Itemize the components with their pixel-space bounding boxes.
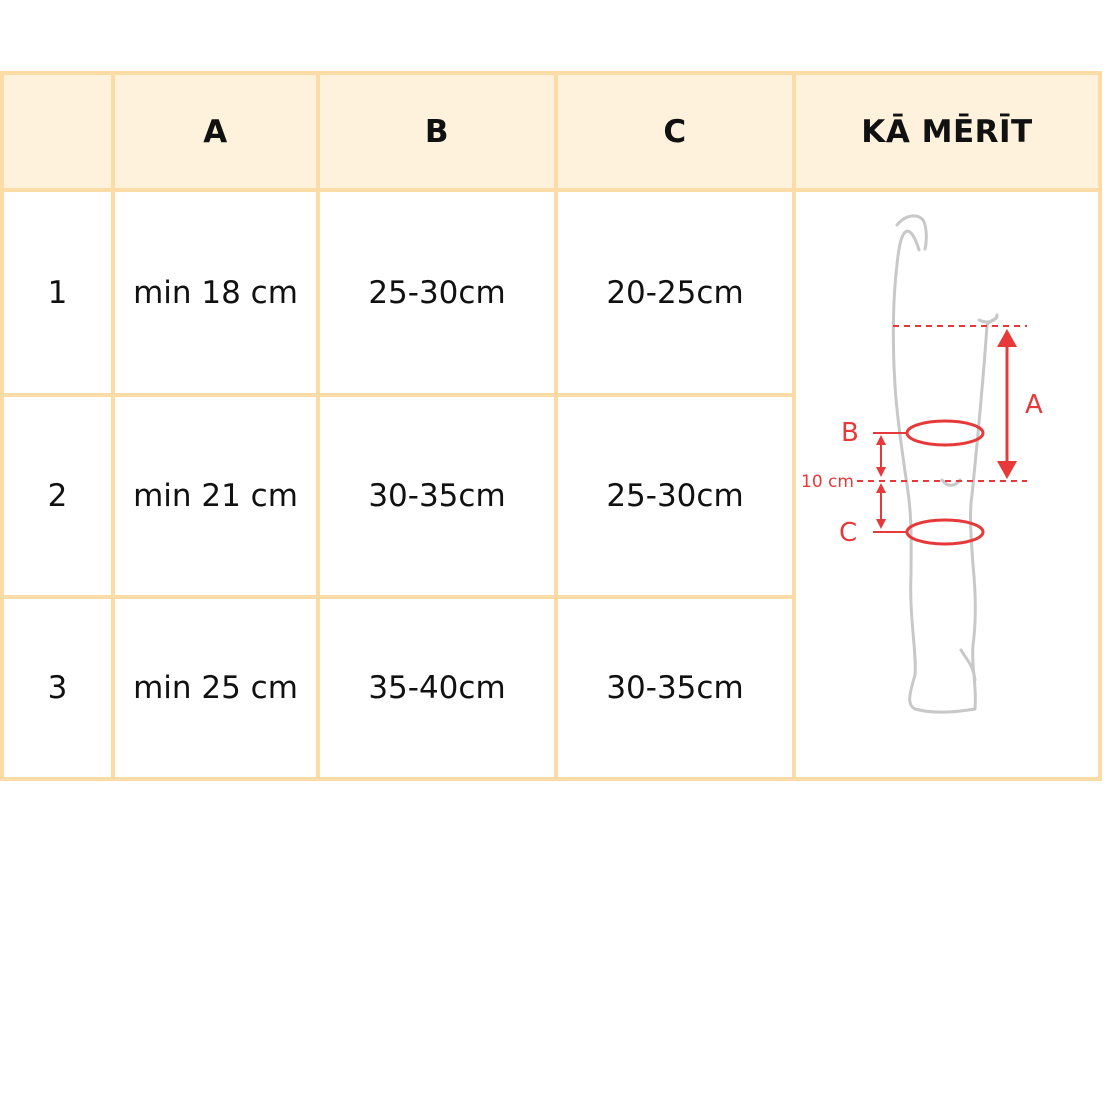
label-10cm: 10 cm: [801, 471, 854, 492]
a-cell: min 25 cm: [113, 597, 318, 779]
header-cell-how-to-measure: KĀ MĒRĪT: [794, 73, 1100, 190]
a-cell: min 18 cm: [113, 190, 318, 395]
label-c: C: [839, 517, 858, 548]
label-b: B: [841, 417, 859, 448]
table-row: [2, 190, 1100, 395]
c-cell: 25-30cm: [556, 395, 794, 597]
size-cell: 2: [2, 395, 113, 597]
c-cell: 20-25cm: [556, 190, 794, 395]
b-cell: 30-35cm: [318, 395, 556, 597]
a-arrow: [997, 329, 1017, 479]
header-cell-size: [2, 73, 113, 190]
circumference-b-ring: [907, 421, 983, 445]
size-cell: 1: [2, 190, 113, 395]
leg-outline: [893, 216, 997, 712]
c-cell: 30-35cm: [556, 597, 794, 779]
b-cell: 25-30cm: [318, 190, 556, 395]
b-cell: 35-40cm: [318, 597, 556, 779]
header-cell-b: B: [318, 73, 556, 190]
label-a: A: [1025, 389, 1043, 420]
header-cell-a: A: [113, 73, 318, 190]
measurement-diagram-cell: [794, 190, 1100, 779]
size-cell: 3: [2, 597, 113, 779]
measurement-dashed-lines: [857, 326, 1027, 481]
header-row: [2, 73, 1100, 190]
size-chart-table: [0, 71, 1102, 781]
a-cell: min 21 cm: [113, 395, 318, 597]
header-cell-c: C: [556, 73, 794, 190]
leg-measurement-diagram: [797, 195, 1097, 775]
